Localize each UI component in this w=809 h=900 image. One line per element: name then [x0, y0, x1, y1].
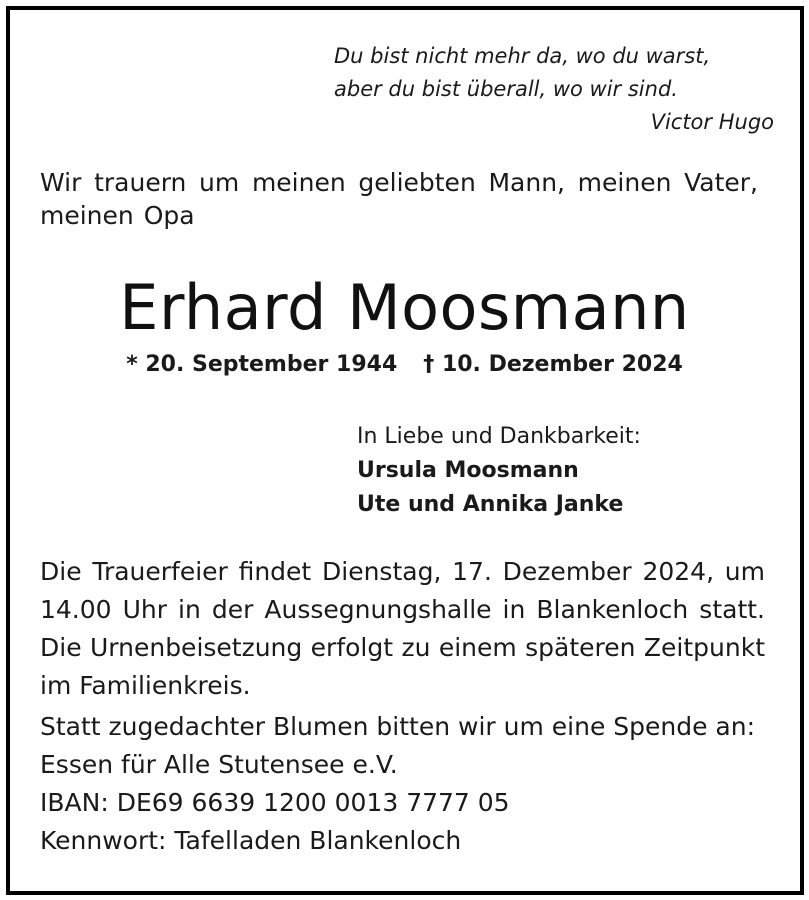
mourners-label: In Liebe und Dankbarkeit: — [357, 424, 641, 449]
mourners-block — [357, 420, 757, 522]
donation-block — [40, 708, 765, 860]
death-date: † 10. Dezember 2024 — [423, 352, 683, 377]
intro-text: Wir trauern um meinen geliebten Mann, meinen Vater, meinen Opa — [40, 168, 758, 230]
quote-author: Victor Hugo — [650, 110, 774, 134]
donation-text: Statt zugedachter Blumen bitten wir um eine Spende an: Essen für Alle Stutensee e.V. — [40, 712, 756, 779]
donation-keyword: Kennwort: Tafelladen Blankenloch — [40, 826, 462, 855]
life-dates — [0, 350, 809, 380]
quote-line-1: Du bist nicht mehr da, wo du warst, — [334, 44, 711, 68]
ceremony-text: Die Trauerfeier findet Dienstag, 17. Dezember 2024, um 14.00 Uhr in der Aussegnungshalle in Blankenloch statt. Die Urnenbeisetzung erfolgt zu einem späteren Zeitpunkt im Familienkreis. — [40, 557, 765, 700]
mourner-name: Ursula Moosmann — [357, 458, 579, 483]
birth-date: * 20. September 1944 — [126, 352, 398, 377]
quote-line-2: aber du bist überall, wo wir sind. — [334, 77, 678, 101]
deceased-name: Erhard Moosmann — [119, 271, 690, 344]
mourner-name: Ute und Annika Janke — [357, 492, 624, 517]
quote-block — [334, 40, 774, 139]
donation-iban: IBAN: DE69 6639 1200 0013 7777 05 — [40, 788, 510, 817]
